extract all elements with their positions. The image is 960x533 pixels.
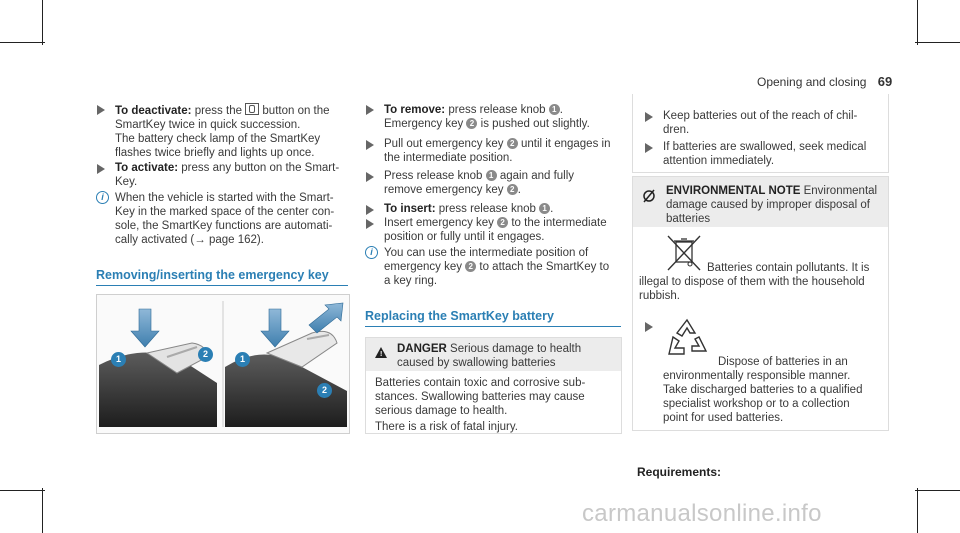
step-arrow-icon <box>366 140 374 150</box>
emergency-key-illustration <box>96 294 350 434</box>
dispose-step: Dispose of batteries in an environmentally responsible manner. Take discharged batteries to a qualified specialist workshop or to a collection point for used batteries. <box>663 356 863 424</box>
callout-2: 2 <box>507 138 518 149</box>
info-icon: i <box>365 246 378 259</box>
insert-step: To insert: press release knob 1 . <box>384 203 554 215</box>
callout-1-right: 1 <box>235 352 250 367</box>
callout-1-left: 1 <box>111 352 126 367</box>
step-arrow-icon <box>97 105 105 115</box>
section-name: Opening and closing <box>757 75 867 89</box>
step-arrow-icon <box>366 205 374 215</box>
callout-1: 1 <box>549 104 560 115</box>
section-rule <box>365 326 621 327</box>
environmental-box <box>632 176 889 431</box>
step-arrow-icon <box>366 105 374 115</box>
running-header <box>757 74 892 89</box>
step-arrow-icon <box>97 164 105 174</box>
deactivate-step: To deactivate: press the button on the SmartKey twice in quick succession. The battery check lamp of the SmartKey flashes twice briefly and lights up once. <box>115 105 330 159</box>
info-note: When the vehicle is started with the Smart- Key in the marked space of the center con- sole, the SmartKey functions are automati- cally activated (→ page 162). <box>115 192 335 246</box>
recycling-icon <box>665 317 709 359</box>
crop-mark <box>917 488 918 533</box>
danger-box: ! DANGER Serious damage to health caused by swallowing batteries Batteries contain toxic and corrosive sub- stances. Swallowing batteries may cause serious damage to health. There is a risk of fatal injury. <box>365 337 622 434</box>
watermark: carmanualsonline.info <box>582 500 822 527</box>
insert-position-step: Insert emergency key 2 to the intermediate position or fully until it engages. <box>384 217 607 243</box>
crop-mark <box>915 42 960 43</box>
environment-icon <box>642 189 656 203</box>
step-arrow-icon <box>645 112 653 122</box>
section-title: Replacing the SmartKey battery <box>365 309 554 323</box>
callout-2: 2 <box>497 217 508 228</box>
crop-mark <box>42 0 43 45</box>
crop-mark <box>0 490 45 491</box>
keep-step: Keep batteries out of the reach of chil- dren. <box>663 110 858 136</box>
callout-2: 2 <box>507 184 518 195</box>
crop-mark <box>0 42 45 43</box>
callout-1: 1 <box>486 170 497 181</box>
crop-mark <box>42 488 43 533</box>
remove-step: To remove: press release knob 1 . Emergency key 2 is pushed out slightly. <box>384 104 590 130</box>
danger-heading: DANGER Serious damage to health caused by swallowing batteries <box>397 343 582 369</box>
danger-body: Batteries contain toxic and corrosive sub- stances. Swallowing batteries may cause serious damage to health. There is a risk of fatal injury. <box>375 377 586 433</box>
pollutants-note: Batteries contain pollutants. It is illegal to dispose of them with the household rubbish. <box>639 262 870 302</box>
crop-mark <box>917 0 918 45</box>
section-rule <box>96 285 348 286</box>
callout-1: 1 <box>539 203 550 214</box>
pull-step: Pull out emergency key 2 until it engages in the intermediate position. <box>384 138 611 164</box>
requirements-heading: Requirements: <box>637 465 722 479</box>
crop-mark <box>915 490 960 491</box>
press-step: Press release knob 1 again and fully remove emergency key 2 . <box>384 170 575 196</box>
callout-2: 2 <box>465 261 476 272</box>
step-arrow-icon <box>645 322 653 332</box>
swallow-step: If batteries are swallowed, seek medical attention immediately. <box>663 141 867 167</box>
callout-2: 2 <box>466 118 477 129</box>
info-icon: i <box>96 191 109 204</box>
page-number: 69 <box>877 74 893 89</box>
step-arrow-icon <box>366 172 374 182</box>
step-arrow-icon <box>366 219 374 229</box>
section-title: Removing/inserting the emergency key <box>96 268 329 282</box>
environmental-heading: ENVIRONMENTAL NOTE Environmental damage caused by improper disposal of batteries <box>666 185 878 225</box>
callout-2-left: 2 <box>198 347 213 362</box>
step-arrow-icon <box>645 143 653 153</box>
info-note: You can use the intermediate position of emergency key 2 to attach the SmartKey to a key ring. <box>384 247 610 287</box>
lock-button-icon <box>245 103 259 115</box>
activate-step: To activate: press any button on the Smart- Key. <box>115 162 340 188</box>
callout-2-right: 2 <box>317 383 332 398</box>
